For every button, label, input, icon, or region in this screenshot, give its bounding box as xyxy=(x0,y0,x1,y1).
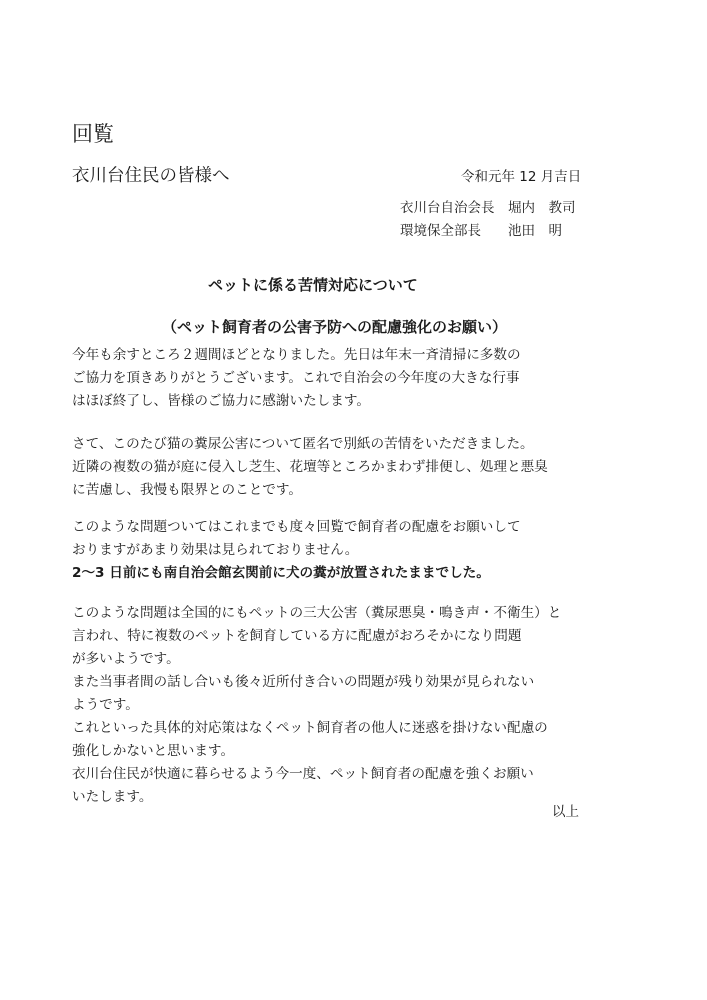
signature-environment-head: 環境保全部長 池田 明 xyxy=(400,223,562,239)
body-line: 言われ、特に複数のペットを飼育している方に配慮がおろそかになり問題 xyxy=(72,628,522,644)
paragraph-greeting xyxy=(72,344,632,413)
addressee: 衣川台住民の皆様へ xyxy=(72,166,230,186)
body-line: はほぼ終了し、皆様のご協力に感謝いたします。 xyxy=(72,393,370,409)
body-line: 今年も余すところ２週間ほどとなりました。先日は年末一斉清掃に多数の xyxy=(72,347,521,363)
body-line: いたします。 xyxy=(72,789,153,805)
document-heading: 回覧 xyxy=(72,122,114,146)
body-line: が多いようです。 xyxy=(72,651,180,667)
paragraph-past-requests xyxy=(72,516,632,585)
document-date: 令和元年 12 月吉日 xyxy=(461,169,582,185)
body-line: に苦慮し、我慢も限界とのことです。 xyxy=(72,482,303,498)
body-line: ようです。 xyxy=(72,697,139,713)
body-line: 近隣の複数の猫が庭に侵入し芝生、花壇等ところかまわず排便し、処理と悪臭 xyxy=(72,459,548,475)
body-line: 衣川台住民が快適に暮らせるよう今一度、ペット飼育者の配慮を強くお願い xyxy=(72,766,534,782)
body-line: これといった具体的対応策はなくペット飼育者の他人に迷惑を掛けない配慮の xyxy=(72,720,548,736)
body-line: ご協力を頂きありがとうございます。これで自治会の今年度の大きな行事 xyxy=(72,370,520,386)
paragraph-complaint xyxy=(72,433,632,502)
body-line: このような問題ついてはこれまでも度々回覧で飼育者の配慮をお願いして xyxy=(72,519,521,535)
body-line: 強化しかないと思います。 xyxy=(72,743,235,759)
body-line: このような問題は全国的にもペットの三大公害（糞尿悪臭・鳴き声・不衛生）と xyxy=(72,605,562,621)
signature-association-chair: 衣川台自治会長 堀内 教司 xyxy=(400,200,576,216)
document-title: ペットに係る苦情対応について xyxy=(208,276,418,294)
body-line: また当事者間の話し合いも後々近所付き合いの問題が残り効果が見られない xyxy=(72,674,535,690)
body-line: 2～3 日前にも南自治会館玄関前に犬の糞が放置されたままでした。 xyxy=(72,565,490,581)
body-line: さて、このたび猫の糞尿公害について匿名で別紙の苦情をいただきました。 xyxy=(72,436,534,452)
paragraph-request xyxy=(72,602,632,809)
body-line: おりますがあまり効果は見られておりません。 xyxy=(72,542,359,558)
closing-mark: 以上 xyxy=(552,804,579,820)
document-subtitle: （ペット飼育者の公害予防への配慮強化のお願い） xyxy=(162,318,508,336)
